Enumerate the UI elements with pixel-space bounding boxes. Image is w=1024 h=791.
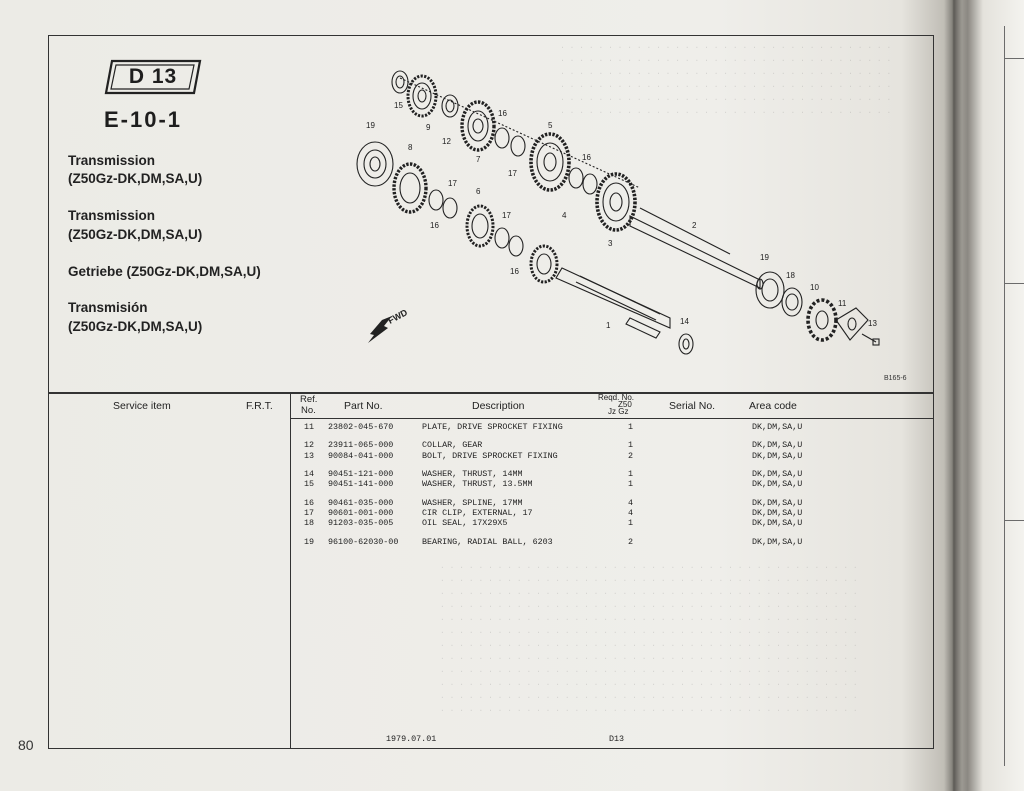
title-es: Transmisión [68, 300, 148, 315]
section-badge: D 13 [128, 65, 178, 88]
title-de: Getriebe (Z50Gz-DK,DM,SA,U) [68, 264, 261, 279]
row-area-code: DK,DM,SA,U [752, 422, 803, 432]
row-qty: 4 [628, 498, 634, 508]
row-ref: 14 [304, 469, 315, 479]
callout-label: 3 [608, 239, 613, 248]
row-ref: 13 [304, 451, 315, 461]
callout-label: 17 [502, 211, 511, 220]
footer-date: 1979.07.01 [386, 734, 437, 744]
book-spine-shadow [944, 0, 962, 791]
row-ref: 11 [304, 422, 315, 432]
title-fr-models: (Z50Gz-DK,DM,SA,U) [68, 227, 203, 242]
row-description: PLATE, DRIVE SPROCKET FIXING [422, 422, 563, 432]
row-qty: 1 [628, 469, 634, 479]
transmission-exploded-diagram [340, 58, 920, 378]
table-column-rule [290, 393, 291, 749]
callout-label: 17 [448, 179, 457, 188]
callout-label: 1 [606, 321, 611, 330]
row-ref: 16 [304, 498, 315, 508]
row-ref: 19 [304, 537, 315, 547]
callout-label: 15 [394, 101, 403, 110]
col-jz-gz: Jz Gz [608, 407, 629, 416]
title-fr: Transmission [68, 208, 156, 223]
fwd-label: FWD [386, 307, 410, 326]
col-ref: Ref. [300, 394, 318, 405]
row-description: CIR CLIP, EXTERNAL, 17 [422, 508, 533, 518]
callout-label: 9 [426, 123, 431, 132]
callout-label: 7 [476, 155, 481, 164]
row-description: COLLAR, GEAR [422, 440, 483, 450]
row-description: WASHER, SPLINE, 17MM [422, 498, 523, 508]
callout-label: 19 [760, 253, 769, 262]
callout-label: 14 [680, 317, 689, 326]
col-service-item: Service item [113, 400, 171, 412]
callout-label: 16 [582, 153, 591, 162]
row-area-code: DK,DM,SA,U [752, 440, 803, 450]
row-description: OIL SEAL, 17X29X5 [422, 518, 508, 528]
facing-page-rule [1004, 520, 1024, 521]
table-header-rule [290, 418, 934, 419]
facing-page-border [1004, 26, 1005, 766]
callout-label: 16 [430, 221, 439, 230]
row-qty: 1 [628, 440, 634, 450]
row-part-no: 91203-035-005 [328, 518, 394, 528]
frame-divider [48, 392, 934, 394]
title-en-1-models: (Z50Gz-DK,DM,SA,U) [68, 171, 203, 186]
row-area-code: DK,DM,SA,U [752, 518, 803, 528]
callout-label: 12 [442, 137, 451, 146]
row-qty: 1 [628, 479, 634, 489]
row-area-code: DK,DM,SA,U [752, 469, 803, 479]
figure-code: B165-6 [884, 375, 907, 382]
callout-label: 17 [508, 169, 517, 178]
row-qty: 2 [628, 451, 634, 461]
row-part-no: 90451-121-000 [328, 469, 394, 479]
callout-label: 5 [548, 121, 553, 130]
col-ref-no: No. [301, 405, 316, 416]
col-model: Z50 [618, 400, 632, 409]
title-es-models: (Z50Gz-DK,DM,SA,U) [68, 319, 203, 334]
facing-page-rule [1004, 283, 1024, 284]
row-description: BEARING, RADIAL BALL, 6203 [422, 537, 553, 547]
row-ref: 12 [304, 440, 315, 450]
row-area-code: DK,DM,SA,U [752, 479, 803, 489]
callout-label: 10 [810, 283, 819, 292]
gear-9-icon [408, 76, 436, 116]
callout-label: 11 [838, 299, 847, 308]
row-description: WASHER, THRUST, 14MM [422, 469, 523, 479]
callout-label: 16 [498, 109, 507, 118]
row-part-no: 90461-035-000 [328, 498, 394, 508]
row-part-no: 90451-141-000 [328, 479, 394, 489]
bleed-through-lower: . . . . . . . . . . . . . . . . . . . . . . . . . . . . . . . . . . . . . . . . . . . . . . . . . . . . . . . . . . . . . . . . . . . . . . . . . . . . . . . . . . . . . . . . . . . . . . . . . . . . . . . . . . . . . . . . . . . . . . . . . . . . . . . . . . . . . . . . . . . . . . . . . . . . . . . . . . . . . . . . . . . . . . . . . . . . . . . . . . . . . . . . . . . . . . . . . . . . . . . . . . . . . . . . . . . . . . . . . . . . . . . . . . . . . . . . . . . . . . . . . . . . . . . . . . . . . . . . . . . . . . . . . . . . . . . . . . . . . . . . . . . . . . . . . . . . . . . . . . . . . . . . . . . . . . . . . . . . . . . . . . . . . . . . . . . . . . . . . . . . . . . . . . . . . . . . . . . . . . . . . . . . . . . . . . . . . . . . . . . . . . . . . . . . . . . . . . . . . . . . . . . . . . . . . . . . . . . . . . . . . . . . . . . . . . . . . . . . . . . . . . . . . . . . . . . . . . . . . . . . . . . . . . . . . . . . . . . . . . . . . . . . . . . . . . . . . . . . . . . . . . . . . . . . . . . . . . . . . . . . . . . . . . . . [440, 562, 858, 714]
row-description: BOLT, DRIVE SPROCKET FIXING [422, 451, 558, 461]
row-qty: 1 [628, 422, 634, 432]
row-part-no: 90084-041-000 [328, 451, 394, 461]
bleed-through-upper: . . . . . . . . . . . . . . . . . . . . . . . . . . . . . . . . . . . . . . . . . . . . . . . . . . . . . . . . . . . . . . . . . . . . . . . . . . . . . . . . . . . . . . . . . . . . . . . . . . . . . . . . . . . . . . . . . . . . . . . . . . . . . . . . . . . . . . . . . . . . . . . . . . . . . . . . . . . . . . . . . . . . . . . . . . . . . . . . . . . . . . . . . . . . . . . . . . . . . . . . . . . . . . . . . . [560, 42, 892, 116]
facing-page-rule [1004, 58, 1024, 59]
row-qty: 2 [628, 537, 634, 547]
callout-label: 2 [692, 221, 697, 230]
row-part-no: 23802-045-670 [328, 422, 394, 432]
row-ref: 15 [304, 479, 315, 489]
col-part-no: Part No. [344, 400, 383, 412]
col-description: Description [472, 400, 525, 412]
row-qty: 4 [628, 508, 634, 518]
row-ref: 17 [304, 508, 315, 518]
section-code: E-10-1 [104, 107, 183, 132]
row-area-code: DK,DM,SA,U [752, 451, 803, 461]
callout-label: 8 [408, 143, 413, 152]
row-ref: 18 [304, 518, 315, 528]
row-part-no: 23911-065-000 [328, 440, 394, 450]
row-area-code: DK,DM,SA,U [752, 508, 803, 518]
col-reqd: Reqd. No. [598, 393, 635, 402]
col-area-code: Area code [749, 400, 797, 412]
callout-label: 19 [366, 121, 375, 130]
row-area-code: DK,DM,SA,U [752, 537, 803, 547]
callout-label: 6 [476, 187, 481, 196]
row-description: WASHER, THRUST, 13.5MM [422, 479, 533, 489]
row-part-no: 96100-62030-00 [328, 537, 399, 547]
col-serial-no: Serial No. [669, 400, 716, 412]
row-area-code: DK,DM,SA,U [752, 498, 803, 508]
footer-code: D13 [609, 734, 625, 744]
page-number: 80 [18, 737, 34, 753]
callout-label: 16 [510, 267, 519, 276]
callout-label: 4 [562, 211, 567, 220]
title-en-1: Transmission [68, 153, 156, 168]
col-frt: F.R.T. [246, 400, 273, 412]
row-part-no: 90601-001-000 [328, 508, 394, 518]
row-qty: 1 [628, 518, 634, 528]
callout-label: 18 [786, 271, 795, 280]
callout-label: 13 [868, 319, 877, 328]
